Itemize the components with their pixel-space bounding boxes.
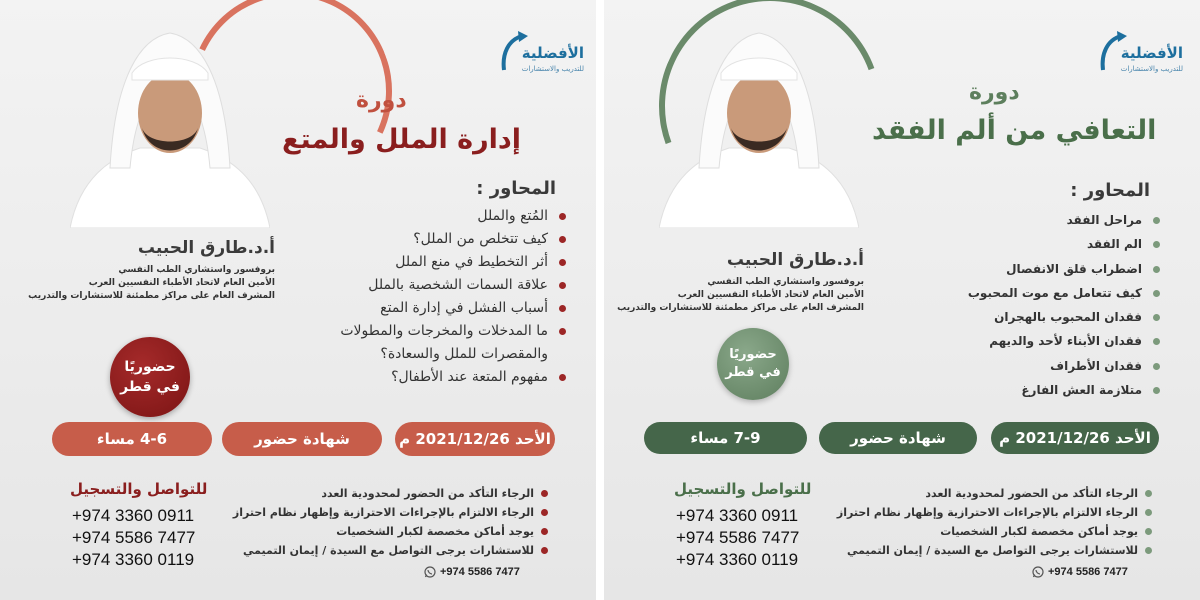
company-logo (1099, 30, 1189, 85)
topic-item: ما المدخلات والمخرجات والمطولات (301, 320, 566, 343)
speaker-name: أ.د.طارق الحبيب (726, 250, 864, 270)
speaker-title-2: الأمين العام لاتحاد الأطباء النفسيين العرب (677, 290, 864, 300)
logo-brand-text: الأفضلية (521, 44, 584, 62)
notes-list (233, 484, 548, 560)
topic-item: الم الفقد (910, 232, 1160, 256)
speaker-info (617, 250, 864, 315)
bullet-dot-icon (1145, 509, 1152, 516)
topic-item-continuation: والمقصرات للملل والسعادة؟ (380, 346, 548, 362)
topic-item: كيف تتعامل مع موت المحبوب (910, 281, 1160, 305)
bullet-dot-icon (559, 213, 566, 220)
note-item: للاستشارات يرجى التواصل مع السيدة / إيمان التميمي (837, 541, 1152, 560)
notes-list (837, 484, 1152, 560)
topic-item: اضطراب قلق الانفصال (910, 257, 1160, 281)
topic-item: فقدان المحبوب بالهجران (910, 305, 1160, 329)
bullet-dot-icon (559, 328, 566, 335)
bullet-dot-icon (1153, 217, 1160, 224)
phone-number[interactable]: +974 5586 7477 (72, 528, 196, 547)
bullet-dot-icon (559, 374, 566, 381)
course-title: التعافي من ألم الفقد (872, 115, 1157, 146)
course-label: دورة (356, 88, 407, 113)
logo-subtitle: للتدريب والاستشارات (1120, 65, 1183, 73)
speaker-info (30, 238, 275, 303)
phone-number[interactable]: +974 3360 0911 (676, 506, 799, 525)
note-item: يوجد أماكن مخصصة لكبار الشخصيات (233, 522, 548, 541)
note-item: يوجد أماكن مخصصة لكبار الشخصيات (837, 522, 1152, 541)
certificate-pill: شهادة حضور (819, 422, 977, 454)
bullet-dot-icon (559, 305, 566, 312)
topics-heading: المحاور : (476, 178, 556, 199)
poster-boredom-course (0, 0, 596, 600)
topic-item: أسباب الفشل في إدارة المتع (301, 297, 566, 320)
topics-heading: المحاور : (1070, 180, 1150, 201)
topic-item: أثر التخطيط في منع الملل (301, 251, 566, 274)
topic-item: كيف تتخلص من الملل؟ (301, 228, 566, 251)
topic-item: مفهوم المتعة عند الأطفال؟ (301, 366, 566, 389)
topic-item: فقدان الأطراف (910, 354, 1160, 378)
bullet-dot-icon (1145, 528, 1152, 535)
topic-item: علاقة السمات الشخصية بالملل (301, 274, 566, 297)
phone-number[interactable]: +974 5586 7477 (676, 528, 800, 547)
panel-divider (596, 0, 604, 600)
poster-loss-recovery-course (604, 0, 1200, 600)
phone-number[interactable]: +974 3360 0119 (676, 550, 799, 569)
phone-list (676, 505, 799, 571)
logo-brand-text: الأفضلية (1120, 44, 1183, 62)
contact-heading: للتواصل والتسجيل (674, 480, 812, 498)
phone-number[interactable]: +974 3360 0119 (72, 550, 195, 569)
bullet-dot-icon (1145, 547, 1152, 554)
bullet-dot-icon (1153, 290, 1160, 297)
topic-item: فقدان الأبناء لأحد والديهم (910, 329, 1160, 353)
bullet-dot-icon (541, 509, 548, 516)
bullet-dot-icon (1153, 314, 1160, 321)
speaker-title-1: بروفسور واستشاري الطب النفسي (707, 277, 864, 287)
company-logo (500, 30, 590, 85)
bullet-dot-icon (1153, 241, 1160, 248)
bullet-dot-icon (541, 490, 548, 497)
in-person-qatar-badge: حضوريًا في قطر (717, 328, 789, 400)
phone-list (72, 505, 195, 571)
bullet-dot-icon (559, 282, 566, 289)
whatsapp-icon (1032, 566, 1044, 578)
note-item: الرجاء الالتزام بالإجراءات الاحترازية وإظهار نظام احتراز (233, 503, 548, 522)
topics-list (301, 205, 566, 389)
bullet-dot-icon (559, 236, 566, 243)
bullet-dot-icon (541, 547, 548, 554)
note-item: الرجاء الالتزام بالإجراءات الاحترازية وإظهار نظام احتراز (837, 503, 1152, 522)
phone-number[interactable]: +974 3360 0911 (72, 506, 195, 525)
bullet-dot-icon (1145, 490, 1152, 497)
date-pill: الأحد 2021/12/26 م (991, 422, 1159, 454)
bullet-dot-icon (1153, 387, 1160, 394)
bullet-dot-icon (1153, 363, 1160, 370)
speaker-photo (659, 18, 859, 228)
topics-list (910, 208, 1160, 402)
time-pill: 7-9 مساء (644, 422, 807, 454)
whatsapp-contact[interactable] (424, 566, 520, 578)
note-item: الرجاء التأكد من الحضور لمحدودية العدد (837, 484, 1152, 503)
course-label: دورة (969, 80, 1020, 105)
contact-heading: للتواصل والتسجيل (70, 480, 208, 498)
bullet-dot-icon (1153, 266, 1160, 273)
logo-subtitle: للتدريب والاستشارات (521, 65, 584, 73)
bullet-dot-icon (541, 528, 548, 535)
topic-item: متلازمة العش الفارغ (910, 378, 1160, 402)
speaker-name: أ.د.طارق الحبيب (137, 238, 275, 258)
whatsapp-number: +974 5586 7477 (1048, 566, 1128, 578)
speaker-title-1: بروفسور واستشاري الطب النفسي (118, 265, 275, 275)
note-item: الرجاء التأكد من الحضور لمحدودية العدد (233, 484, 548, 503)
topic-item: المُتع والملل (301, 205, 566, 228)
course-title: إدارة الملل والمتع (282, 124, 522, 155)
note-item: للاستشارات يرجى التواصل مع السيدة / إيمان التميمي (233, 541, 548, 560)
whatsapp-number: +974 5586 7477 (440, 566, 520, 578)
speaker-photo (70, 18, 270, 228)
bullet-dot-icon (559, 259, 566, 266)
certificate-pill: شهادة حضور (222, 422, 382, 456)
whatsapp-contact[interactable] (1032, 566, 1128, 578)
speaker-title-2: الأمين العام لاتحاد الأطباء النفسيين العرب (88, 278, 275, 288)
topic-item: مراحل الفقد (910, 208, 1160, 232)
speaker-title-3: المشرف العام على مراكز مطمئنة للاستشارات والتدريب (617, 303, 864, 313)
in-person-qatar-badge: حضوريًا في قطر (110, 337, 190, 417)
whatsapp-icon (424, 566, 436, 578)
bullet-dot-icon (1153, 338, 1160, 345)
date-pill: الأحد 2021/12/26 م (395, 422, 555, 456)
speaker-title-3: المشرف العام على مراكز مطمئنة للاستشارات والتدريب (28, 291, 275, 301)
time-pill: 4-6 مساء (52, 422, 212, 456)
